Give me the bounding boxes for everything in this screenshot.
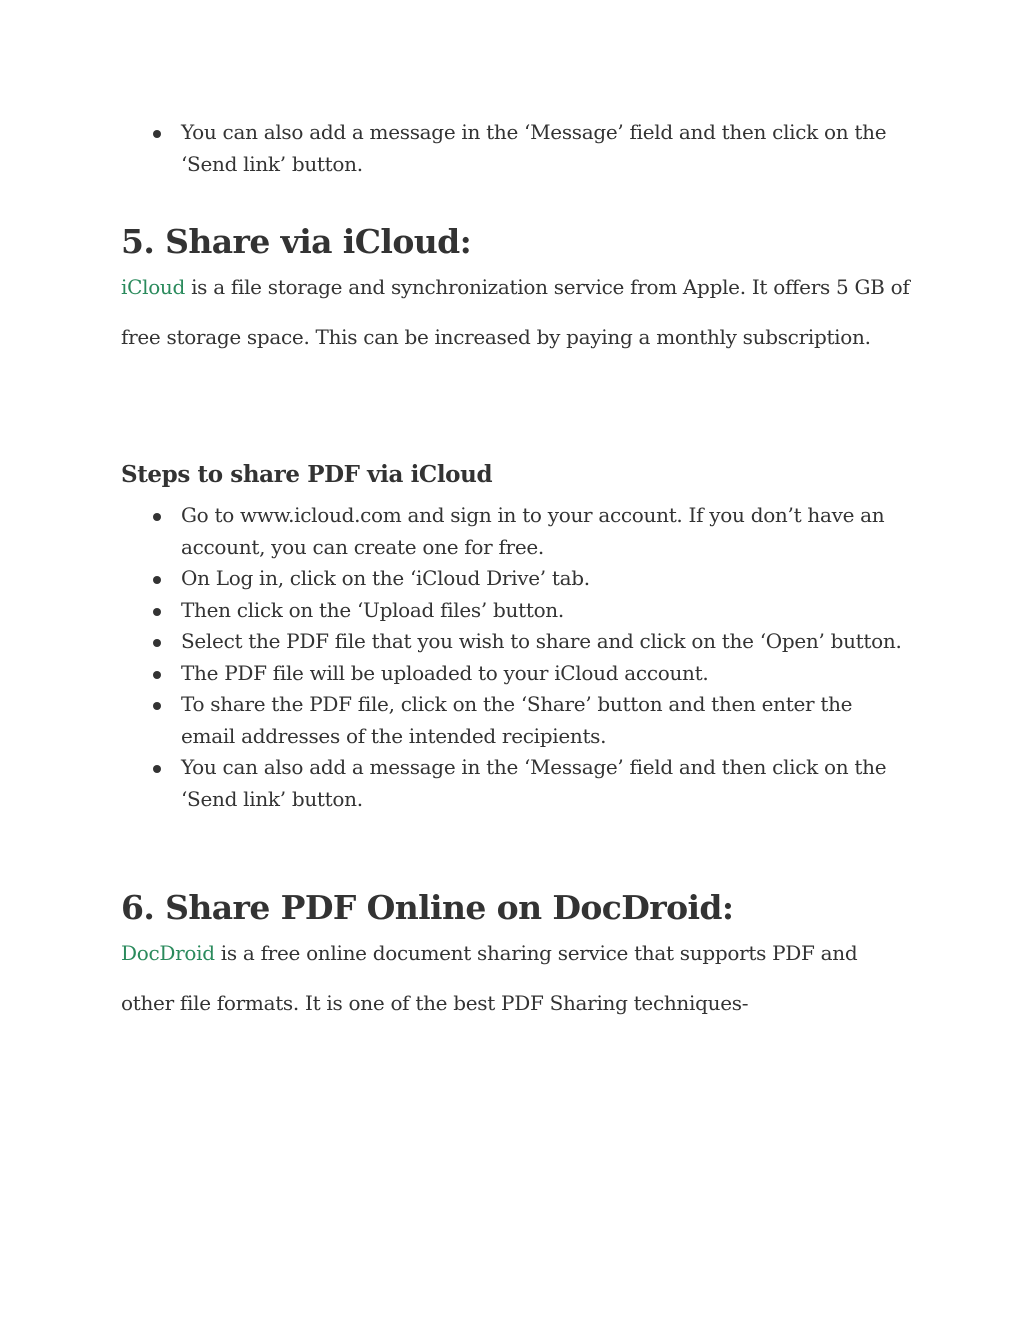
icloud-steps-list xyxy=(152,500,912,815)
icloud-paragraph xyxy=(121,263,911,362)
section-heading-icloud: 5. Share via iCloud: xyxy=(121,222,472,261)
section-heading-docdroid: 6. Share PDF Online on DocDroid: xyxy=(121,888,734,927)
steps-heading-icloud: Steps to share PDF via iCloud xyxy=(121,461,493,488)
icloud-link[interactable]: iCloud xyxy=(121,275,186,299)
list-item: You can also add a message in the ‘Message’ field and then click on the ‘Send link’ button. xyxy=(152,752,912,815)
list-item: Go to www.icloud.com and sign in to your account. If you don’t have an account, you can create one for free. xyxy=(152,500,912,563)
docdroid-link[interactable]: DocDroid xyxy=(121,941,215,965)
icloud-paragraph-text: is a file storage and synchronization service from Apple. It offers 5 GB of free storage space. This can be increased by paying a monthly subscription. xyxy=(121,275,910,349)
list-item: Then click on the ‘Upload files’ button. xyxy=(152,595,912,627)
list-item: To share the PDF file, click on the ‘Share’ button and then enter the email addresses of the intended recipients. xyxy=(152,689,912,752)
top-bullet-list xyxy=(152,117,912,180)
docdroid-paragraph-text: is a free online document sharing service that supports PDF and other file formats. It is one of the best PDF Sharing techniques- xyxy=(121,941,858,1015)
docdroid-paragraph xyxy=(121,929,911,1028)
list-item: The PDF file will be uploaded to your iCloud account. xyxy=(152,658,912,690)
list-item: On Log in, click on the ‘iCloud Drive’ tab. xyxy=(152,563,912,595)
list-item: You can also add a message in the ‘Message’ field and then click on the ‘Send link’ button. xyxy=(152,117,912,180)
list-item: Select the PDF file that you wish to share and click on the ‘Open’ button. xyxy=(152,626,912,658)
